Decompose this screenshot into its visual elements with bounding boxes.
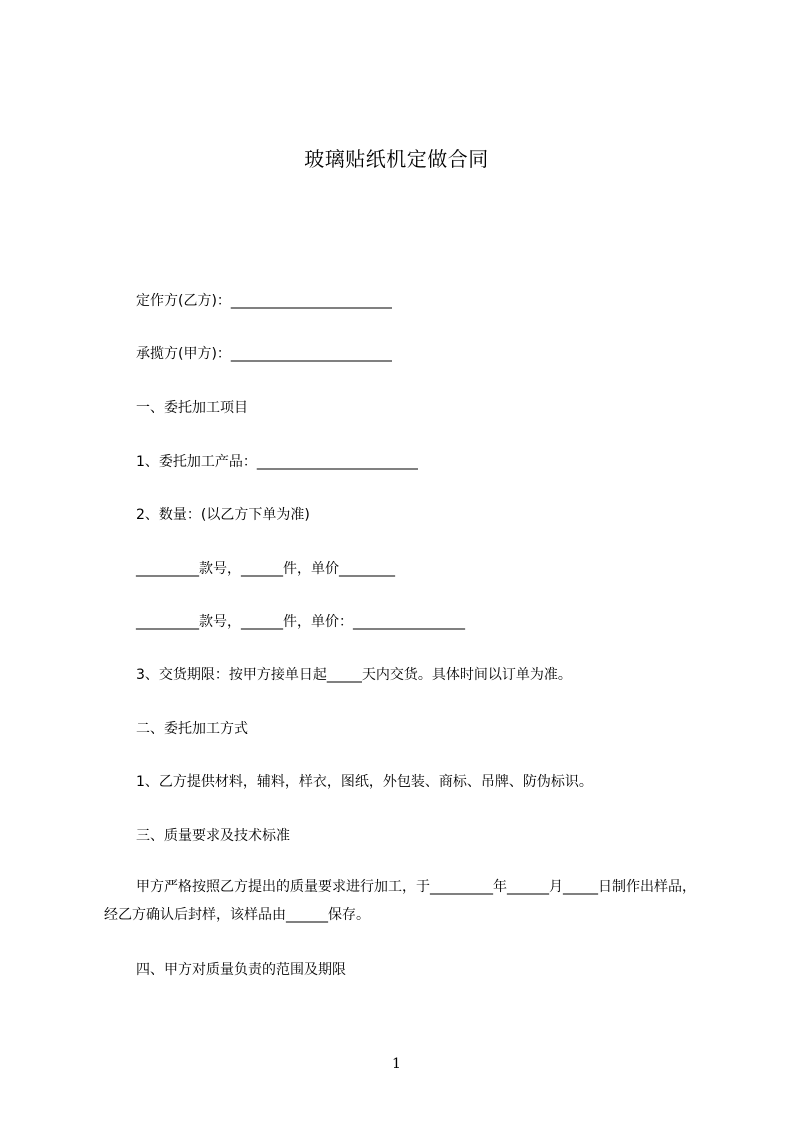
section-heading-3: 三、质量要求及技术标准: [136, 828, 290, 844]
quality-paragraph: 甲方严格按照乙方提出的质量要求进行加工，于_________年______月_____日制作出样品，经乙方确认后封样，该样品由______保存。: [104, 879, 696, 923]
quantity-line: 2、数量：(以乙方下单为准): [136, 507, 310, 523]
section-heading-2: 二、委托加工方式: [136, 721, 248, 737]
style-price-line-1: _________款号，______件，单价________: [136, 561, 395, 577]
processing-method-line: 1、乙方提供材料，辅料，样衣，图纸，外包装、商标、吊牌、防伪标识。: [136, 774, 593, 790]
style-price-line-2: _________款号，______件，单价：________________: [136, 614, 465, 630]
page-number: 1: [392, 1056, 401, 1072]
delivery-term-line: 3、交货期限：按甲方接单日起_____天内交货。具体时间以订单为准。: [136, 667, 572, 683]
contract-party-b-line: 定作方(乙方)：_______________________: [136, 293, 392, 309]
contract-party-a-line: 承揽方(甲方)：_______________________: [136, 346, 392, 362]
section-heading-4: 四、甲方对质量负责的范围及期限: [136, 962, 346, 978]
product-line: 1、委托加工产品：_______________________: [136, 454, 418, 470]
section-heading-1: 一、委托加工项目: [136, 400, 248, 416]
document-title: 玻璃贴纸机定做合同: [304, 147, 489, 171]
